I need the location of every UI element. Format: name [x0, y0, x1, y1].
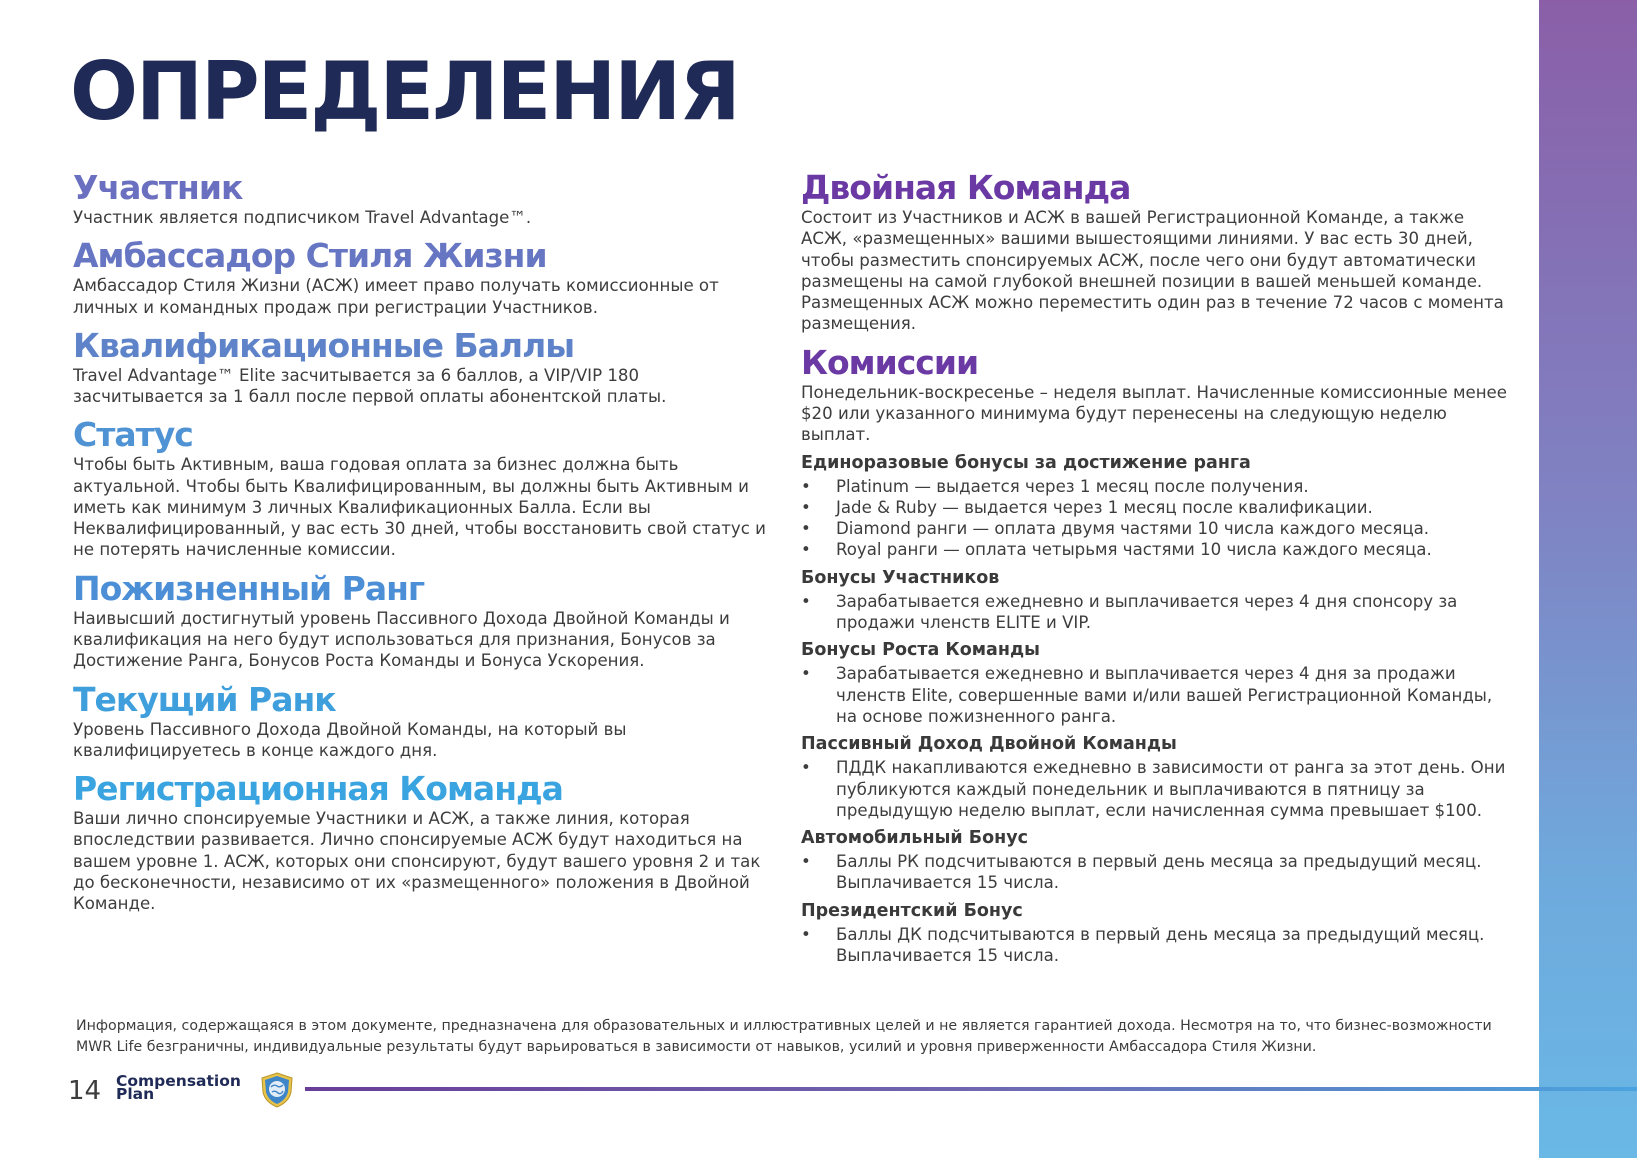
footer-divider-line	[305, 1087, 1637, 1091]
section-text: Чтобы быть Активным, ваша годовая оплата за бизнес должна быть актуальной. Чтобы быть Квалифицированным, вы должны быть Активным и иметь как минимум 3 личных Квалификационных Балла. Если вы Неквалифицированный, у вас есть 30 дней, чтобы восстановить свой статус и не потерять начисленные комиссии.	[73, 455, 766, 560]
list-item-text: Зарабатывается ежедневно и выплачивается через 4 дня спонсору за продажи членств ELITE и VIP.	[836, 591, 1458, 633]
section-title: Амбассадор Стиля Жизни	[73, 236, 547, 276]
subsection-title: Пассивный Доход Двойной Команды	[801, 734, 1177, 755]
list-item-text: Баллы ДК подсчитываются в первый день месяца за предыдущий месяц. Выплачивается 15 числа.	[836, 924, 1485, 966]
bullet-icon: •	[801, 852, 811, 872]
list-item-text: Jade & Ruby — выдается через 1 месяц после квалификации.	[836, 497, 1373, 517]
list-item	[801, 924, 1511, 967]
bullet-list	[801, 663, 1511, 727]
footer-brand	[116, 1072, 241, 1103]
list-item-text: ПДДК накапливаются ежедневно в зависимости от ранга за этот день. Они публикуются каждый понедельник и выплачиваются в пятницу за предыдущую неделю выплат, если начисленная сумма превышает $100.	[836, 758, 1506, 820]
side-gradient-bar	[1539, 0, 1637, 1158]
list-item	[801, 757, 1511, 821]
definitions-left-column	[73, 170, 773, 925]
section-title: Участник	[73, 168, 243, 207]
section-text: Уровень Пассивного Дохода Двойной Команды, на который вы квалифицируетесь в конце каждого дня.	[73, 719, 627, 760]
disclaimer-text: Информация, содержащаяся в этом документе, предназначена для образовательных и иллюстративных целей и не является гарантией дохода. Несмотря на то, что бизнес-возможности MWR Life безграничны, индивидуальные результаты будут варьироваться в зависимости от навыков, усилий и уровня приверженности Амбассадора Стиля Жизни.	[76, 1018, 1492, 1055]
list-item	[801, 851, 1511, 894]
list-item-text: Diamond ранги — оплата двумя частями 10 числа каждого месяца.	[836, 519, 1430, 539]
brand-line-1: Compensation	[116, 1072, 241, 1090]
bullet-icon: •	[801, 758, 811, 778]
subsection-title: Единоразовые бонусы за достижение ранга	[801, 452, 1251, 473]
bullet-icon: •	[801, 924, 811, 944]
list-item-text: Royal ранги — оплата четырьмя частями 10 числа каждого месяца.	[836, 540, 1432, 560]
list-item	[801, 591, 1511, 634]
section-text-dual-team: Состоит из Участников и АСЖ в вашей Регистрационной Команде, а также АСЖ, «размещенных» вашими вышестоящими линиями. У вас есть 30 дней, чтобы разместить спонсируемых АСЖ, после чего они будут автоматически размещены на самой глубокой внешней позиции в вашей меньшей команде. Размещенных АСЖ можно переместить один раз в течение 72 часов с момента размещения.	[801, 207, 1504, 334]
subsection-title: Автомобильный Бонус	[801, 828, 1028, 849]
page-number: 14	[68, 1076, 102, 1106]
section-title: Статус	[73, 415, 193, 455]
bullet-list	[801, 851, 1511, 894]
list-item	[801, 539, 1511, 560]
section-title: Пожизненный Ранг	[73, 568, 425, 608]
list-item	[801, 518, 1511, 539]
list-item	[801, 476, 1511, 497]
section-text: Участник является подписчиком Travel Advantage™.	[73, 207, 532, 227]
section-title-dual-team: Двойная Команда	[801, 168, 1131, 207]
section-text: Наивысший достигнутый уровень Пассивного Дохода Двойной Команды и квалификация на него будут использоваться для признания, Бонусов за Достижение Ранга, Бонусов Роста Команды и Бонуса Ускорения.	[73, 608, 730, 671]
section-text: Амбассадор Стиля Жизни (АСЖ) имеет право получать комиссионные от личных и командных продаж при регистрации Участников.	[73, 276, 719, 317]
bullet-list	[801, 591, 1511, 634]
bullet-list	[801, 924, 1511, 967]
section-text-commissions: Понедельник-воскресенье – неделя выплат. Начисленные комиссионные менее $20 или указанного минимума будут перенесены на следующую неделю выплат.	[801, 382, 1507, 445]
subsection-title: Бонусы Роста Команды	[801, 640, 1040, 661]
list-item	[801, 497, 1511, 518]
section-text: Ваши лично спонсируемые Участники и АСЖ, а также линия, которая впоследствии развивается. Лично спонсируемые АСЖ будут находиться на вашем уровне 1. АСЖ, которых они спонсируют, будут вашего уровня 2 и так до бесконечности, независимо от их «размещенного» положения в Двойной Команде.	[73, 809, 761, 914]
shield-globe-icon	[260, 1072, 294, 1108]
bullet-list	[801, 476, 1511, 561]
definitions-right-column	[801, 170, 1511, 966]
brand-line-2: Plan	[116, 1085, 155, 1103]
page-title: ОПРЕДЕЛЕНИЯ	[70, 45, 739, 138]
list-item-text: Platinum — выдается через 1 месяц после получения.	[836, 476, 1309, 496]
section-title: Регистрационная Команда	[73, 769, 563, 809]
bullet-icon: •	[801, 540, 811, 560]
section-title: Текущий Ранк	[73, 679, 336, 719]
subsection-title: Президентский Бонус	[801, 900, 1023, 921]
bullet-list	[801, 757, 1511, 821]
bullet-icon: •	[801, 664, 811, 684]
list-item-text: Зарабатывается ежедневно и выплачивается через 4 дня за продажи членств Elite, совершенные вами и/или вашей Регистрационной Команды, на основе пожизненного ранга.	[836, 664, 1493, 726]
section-text: Travel Advantage™ Elite засчитывается за 6 баллов, а VIP/VIP 180 засчитывается за 1 балл после первой оплаты абонентской платы.	[73, 365, 667, 407]
bullet-icon: •	[801, 476, 811, 496]
list-item-text: Баллы РК подсчитываются в первый день месяца за предыдущий месяц. Выплачивается 15 числа.	[836, 852, 1482, 893]
section-title: Квалификационные Баллы	[73, 325, 575, 365]
bullet-icon: •	[801, 497, 811, 517]
list-item	[801, 663, 1511, 727]
bullet-icon: •	[801, 519, 811, 539]
section-title-commissions: Комиссии	[801, 342, 979, 382]
subsection-title: Бонусы Участников	[801, 567, 1000, 588]
commission-subsections	[801, 452, 1511, 967]
bullet-icon: •	[801, 591, 811, 611]
